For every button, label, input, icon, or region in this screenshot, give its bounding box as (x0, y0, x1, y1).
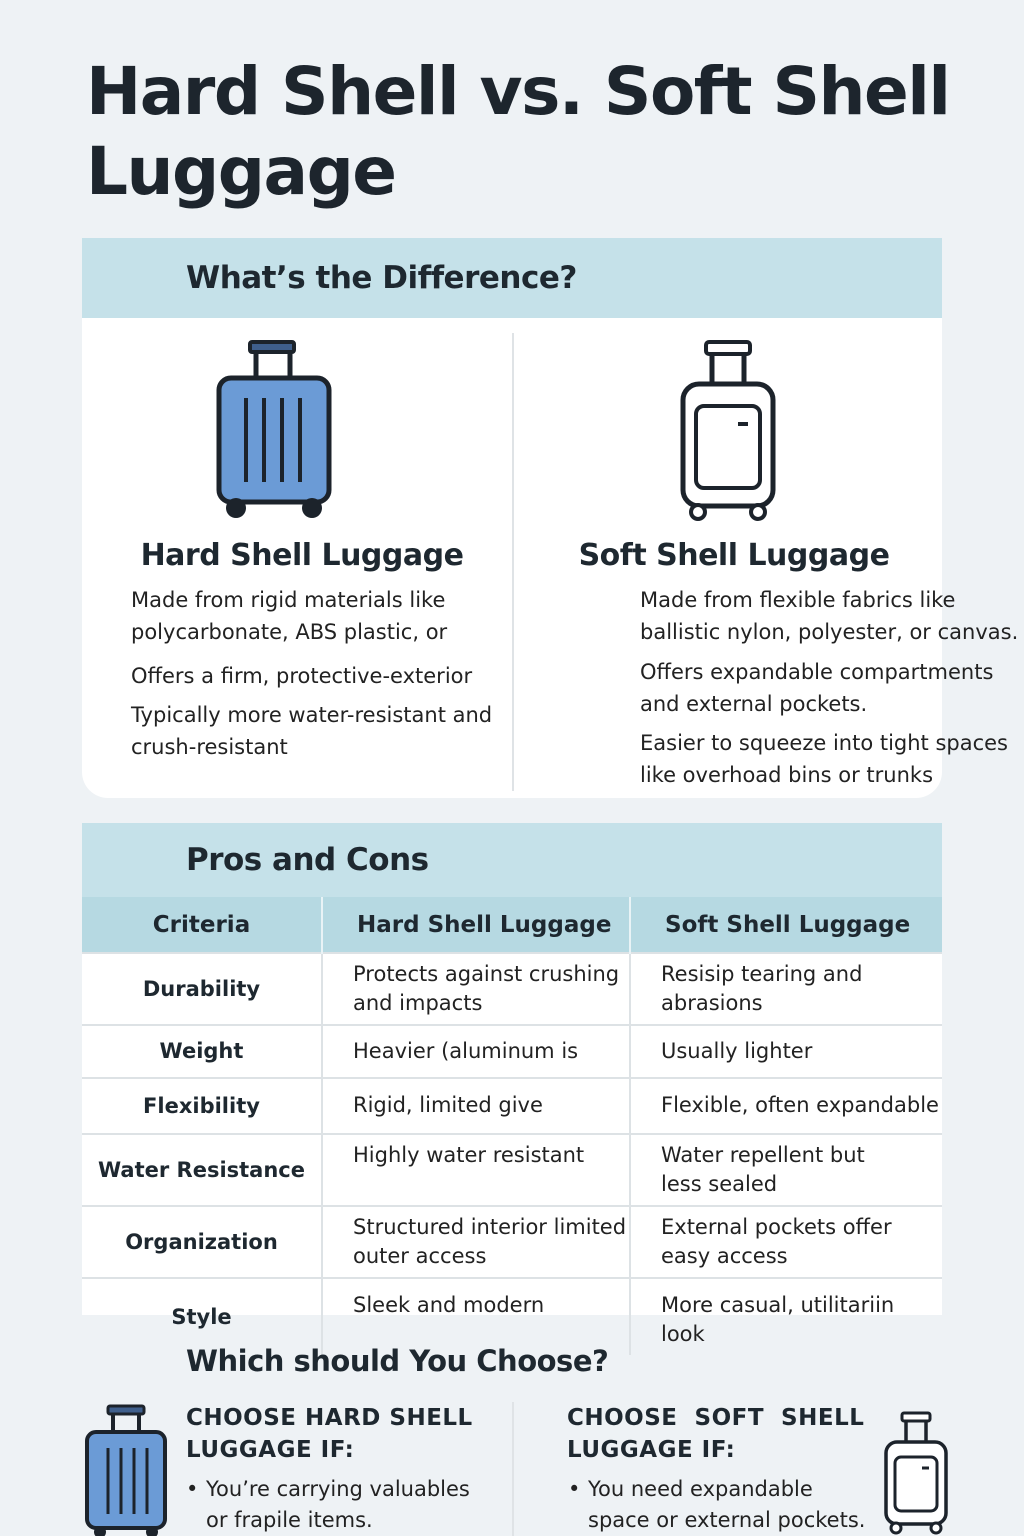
soft-shell-title: Soft Shell Luggage (578, 538, 890, 573)
difference-heading: What’s the Difference? (186, 260, 577, 296)
soft-point-2: Offers expandable compartments and external pockets. (640, 660, 994, 716)
soft-point-3: Easier to squeeze into tight spaces like overhoad bins or trunks (640, 731, 1009, 787)
soft-cell: External pockets offer easy access (630, 1206, 942, 1278)
criteria-cell: Water Resistance (82, 1134, 322, 1206)
table-row (82, 953, 942, 1025)
soft-cell: Flexible, often expandable (630, 1078, 942, 1134)
criteria-cell: Durability (82, 953, 322, 1025)
hard-point-1: Made from rigid materials like polycarbonate, ABS plastic, or (131, 588, 448, 644)
page-title: Hard Shell vs. Soft Shell Luggage (86, 53, 950, 210)
soft-point-1: Made from flexible fabrics like ballistic nylon, polyester, or canvas. (640, 588, 1019, 644)
pros-cons-header (82, 823, 942, 897)
criteria-cell: Weight (82, 1025, 322, 1078)
choose-divider (512, 1402, 514, 1536)
difference-card (82, 238, 1019, 798)
pros-cons-heading: Pros and Cons (186, 842, 429, 878)
soft-cell: Usually lighter (630, 1025, 942, 1078)
choose-soft-heading (567, 1402, 864, 1466)
criteria-cell: Flexibility (82, 1078, 322, 1134)
hard-shell-title: Hard Shell Luggage (140, 538, 464, 573)
hard-cell: Rigid, limited give (322, 1078, 630, 1134)
choose-hard-heading (186, 1402, 473, 1466)
bullet-icon: • (568, 1477, 581, 1501)
hard-shell-column (82, 318, 512, 798)
comparison-table (82, 897, 942, 1355)
hard-suitcase-icon (214, 336, 334, 522)
choose-soft-item-text: You need expandable space or external pockets. (588, 1477, 866, 1532)
hard-cell: Structured interior limited outer access (322, 1206, 630, 1278)
choose-soft-heading-line1: CHOOSE SOFT SHELL (567, 1405, 865, 1431)
choose-soft-heading-line2: LUGGAGE IF: (567, 1437, 736, 1463)
choose-hard-heading-line1: CHOOSE HARD SHELL (186, 1405, 473, 1431)
table-row (82, 1025, 942, 1078)
soft-shell-column (514, 318, 1019, 798)
hard-cell: Heavier (aluminum is (322, 1025, 630, 1078)
table-row (82, 1134, 942, 1206)
hard-cell: Highly water resistant (322, 1134, 630, 1206)
pros-cons-card (82, 823, 942, 1346)
choose-heading: Which should You Choose? (186, 1344, 609, 1378)
column-header-soft: Soft Shell Luggage (630, 897, 942, 953)
soft-cell: Resisip tearing and abrasions (630, 953, 942, 1025)
hard-suitcase-icon (84, 1402, 168, 1536)
table-row (82, 1078, 942, 1134)
choose-hard-heading-line2: LUGGAGE IF: (186, 1437, 355, 1463)
column-header-hard: Hard Shell Luggage (322, 897, 630, 953)
choose-hard-item (186, 1474, 496, 1536)
hard-point-3: Typically more water-resistant and crush-resistant (131, 703, 493, 759)
choose-hard-item-text: You’re carrying valuables or frapile items. (206, 1477, 470, 1532)
difference-header (82, 238, 942, 318)
table-row (82, 1206, 942, 1278)
hard-cell: Sleek and modern (322, 1278, 630, 1355)
table-header-row (82, 897, 942, 953)
criteria-cell: Style (82, 1278, 322, 1355)
soft-suitcase-icon (678, 336, 778, 522)
bullet-icon: • (186, 1477, 199, 1501)
soft-suitcase-icon (882, 1410, 950, 1536)
criteria-cell: Organization (82, 1206, 322, 1278)
hard-cell: Protects against crushing and impacts (322, 953, 630, 1025)
choose-soft-item (568, 1474, 878, 1536)
soft-cell: Water repellent but less sealed (630, 1134, 942, 1206)
column-header-criteria: Criteria (82, 897, 322, 953)
soft-cell: More casual, utilitariin look (630, 1278, 942, 1355)
hard-point-2: Offers a firm, protective-exterior (131, 664, 473, 688)
